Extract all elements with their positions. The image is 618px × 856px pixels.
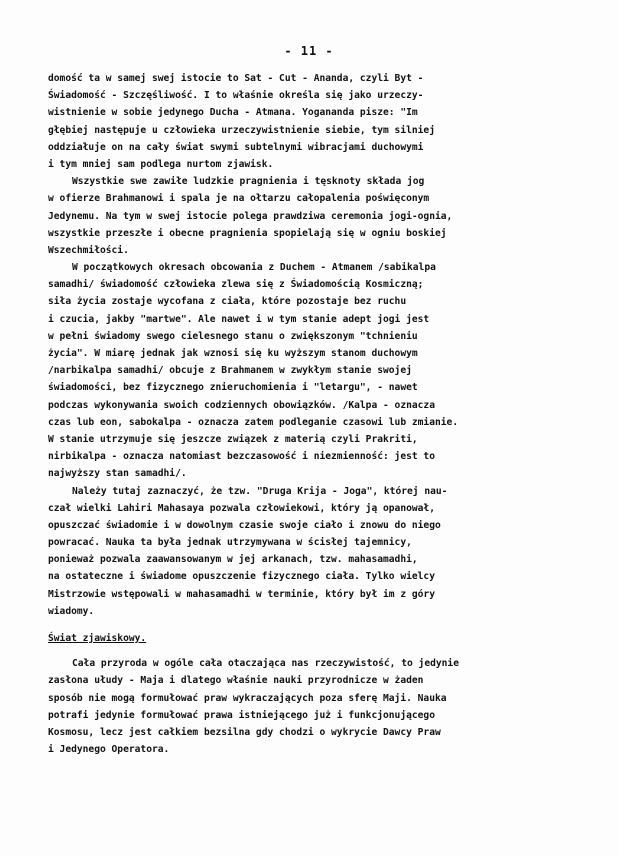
text-line: samadhi/ świadomość człowieka zlewa się z Świadomością Kosmiczną; <box>48 279 424 291</box>
text-line: w ofierze Brahmanowi i spala je na ołtarzu całopalenia poświęconym <box>48 193 430 205</box>
text-line: zasłona ułudy - Maja i dlatego właśnie nauki przyrodnicze w żaden <box>48 675 424 687</box>
text-line: W stanie utrzymuje się jeszcze związek z materią czyli Prakriti, <box>48 433 418 445</box>
text-line: świadomości, bez fizycznego znieruchomienia i "letargu", - nawet <box>48 382 418 394</box>
text-line: siła życia zostaje wycofana z ciała, które pozostaje bez ruchu <box>48 296 407 308</box>
text-line: Mistrzowie wstępowali w mahasamadhi w terminie, który był im z góry <box>48 588 435 600</box>
paragraph-krija-joga <box>48 483 584 621</box>
text-line: głębiej następuje u człowieka urzeczywistnienie siebie, tym silniej <box>48 124 435 136</box>
text-line: ponieważ pozwala zaawansowanym w jej arkanach, tzw. mahasamadhi, <box>48 554 418 566</box>
body-text <box>48 70 584 758</box>
paragraph-maja <box>48 655 584 758</box>
text-line: wszystkie przeszłe i obecne pragnienia spopielają się w ogniu boskiej <box>48 227 447 239</box>
text-line: i czucia, jakby "martwe". Ale nawet i w tym stanie adept jogi jest <box>48 313 430 325</box>
text-line: Wszystkie swe zawiłe ludzkie pragnienia i tęsknoty składa jog <box>72 176 425 188</box>
text-line: domość ta w samej swej istocie to Sat - Cut - Ananda, czyli Byt - <box>48 73 424 84</box>
text-line: Świadomość - Szczęśliwość. I to właśnie określa się jako urzeczy- <box>48 90 424 102</box>
text-line: i Jedynego Operatora. <box>48 744 170 756</box>
text-line: wistnienie w sobie jedynego Ducha - Atmana. Yogananda pisze: "Im <box>48 107 418 119</box>
section-heading: Świat zjawiskowy. <box>48 633 147 644</box>
text-line: opuszczać świadomie i w dowolnym czasie swoje ciało i znowu do niego <box>48 519 441 531</box>
text-line: najwyższy stan samadhi/. <box>48 468 187 480</box>
text-line: potrafi jedynie formułować prawa istniejącego już i funkcjonującego <box>48 709 435 721</box>
text-line: sposób nie mogą formułować praw wykraczających poza sferę Maji. Nauka <box>48 692 447 704</box>
text-line: nirbikalpa - oznacza natomiast bezczasowość i niezmienność: jest to <box>48 451 435 463</box>
text-line: oddziałuje on na cały świat swymi subtelnymi wibracjami duchowymi <box>48 141 424 153</box>
text-line: Kosmosu, lecz jest całkiem bezsilna gdy chodzi o wykrycie Dawcy Praw <box>48 726 441 738</box>
text-line: wiadomy. <box>48 605 95 617</box>
paragraph-samadhi <box>48 259 584 482</box>
text-line: na ostateczne i świadome opuszczenie fizycznego ciała. Tylko wielcy <box>48 571 435 583</box>
text-line: /narbikalpa samadhi/ obcuje z Brahmanem w zwykłym stanie swojej <box>48 365 412 377</box>
text-line: życia". W miarę jednak jak wznosi się ku wyższym stanom duchowym <box>48 348 418 359</box>
text-line: i tym mniej sam podlega nurtom zjawisk. <box>48 158 274 170</box>
text-line: W początkowych okresach obcowania z Duchem - Atmanem /sabikalpa <box>72 262 436 274</box>
text-line: Jedynemu. Na tym w swej istocie polega prawdziwa ceremonia jogi-ognia, <box>48 210 453 222</box>
text-line: w pełni świadomy swego cielesnego stanu o zwiększonym "tchnieniu <box>48 330 418 342</box>
paragraph-atman <box>48 70 584 173</box>
text-line: Wszechmiłości. <box>48 244 129 256</box>
text-line: Cała przyroda w ogóle cała otaczająca nas rzeczywistość, to jedynie <box>72 658 459 670</box>
text-line: Należy tutaj zaznaczyć, że tzw. "Druga Krija - Joga", której nau- <box>72 485 448 497</box>
text-line: czas lub eon, sabokalpa - oznacza zatem podleganie czasowi lub zmianie. <box>48 416 459 428</box>
text-line: powracać. Nauka ta była jednak utrzymywana w ścisłej tajemnicy, <box>48 537 412 549</box>
text-line: czał wielki Lahiri Mahasaya pozwala człowiekowi, który ją opanował, <box>48 502 435 514</box>
paragraph-offering <box>48 173 584 259</box>
text-line: podczas wykonywania swoich codziennych obowiązków. /Kalpa - oznacza <box>48 399 435 411</box>
page-number: - 11 - <box>284 44 334 58</box>
